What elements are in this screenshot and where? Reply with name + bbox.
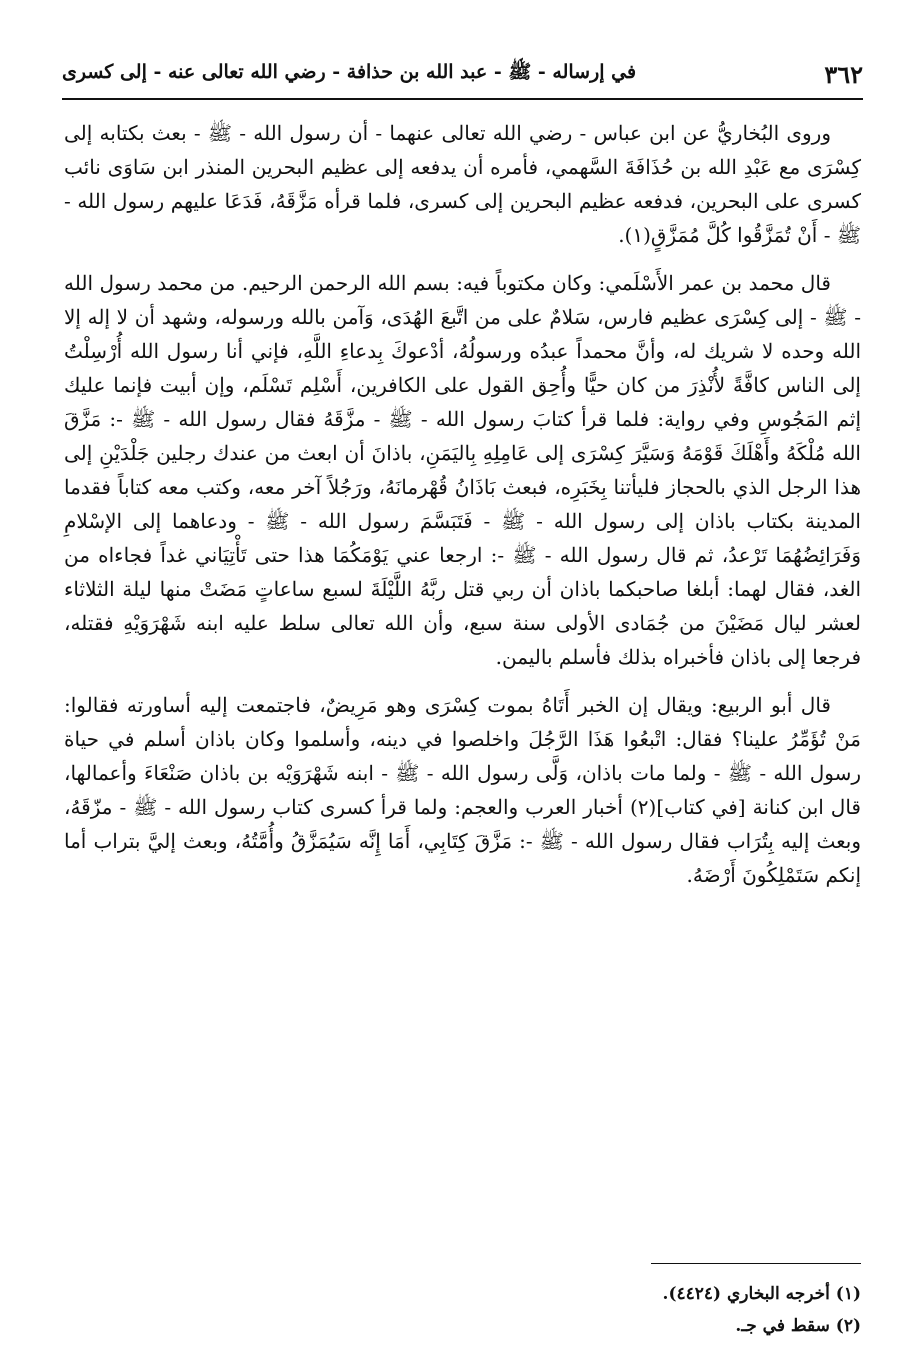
main-text [64, 116, 861, 906]
footnote-2: (٢) سقط في جـ. [735, 1316, 861, 1336]
footnotes [64, 1278, 861, 1342]
paragraph-letter-text: قال محمد بن عمر الأَسْلَمي: وكان مكتوباً فيه: بسم الله الرحمن الرحيم. من محمد رسول الله - ﷺ - إلى كِسْرَى عظيم فارس، سَلامٌ على من اتَّبعَ الهُدَى، وَآمن بالله ورسوله، وشهد أن لا إله إلا الله وحده لا شريك له، وأنَّ محمداً عبدُه ورسولُهُ، أدْعوكَ بِدعاءِ اللَّهِ، فإني أنا رسول الله أُرْسِلْتُ إلى الناس كافَّةً لأُنْذِرَ من كان حيًّا وأُحِق القول على الكافرين، أَسْلِم تَسْلَم، وإن أبيت فإنما عليك إثم المَجُوسِ وفي رواية: فلما قرأ كتابَ رسول الله - ﷺ - مزَّقَهُ فقال رسول الله - ﷺ -: مَزَّقَ الله مُلْكَهُ وأَهْلَكَ قَوْمَهُ وَسَيَّرَ كِسْرَى إلى عَامِلِهِ بِاليَمَنِ، باذانَ أن ابعث من عندك رجلين جَلْدَيْنِ إلى هذا الرجل الذي بالحجاز فليأتنا بِخَبَرِه، فبعث بَاذَانُ قُهْرمانَهُ، ورَجُلاً آخر معه، وكتب معه كتاباً فقدما المدينة بكتاب باذان إلى رسول الله - ﷺ - فَتَبَسَّمَ رسول الله - ﷺ - ودعاهما إلى الإسْلامِ وَفَرَائِضُهُمَا تَرْعدُ، ثم قال رسول الله - ﷺ -: ارجعا عني يَوْمَكُمَا هذا حتى تَأْتِيَاني غداً فجاءاه من الغد، فقال لهما: أبلغا صاحبكما باذان أن ربي قتل ربَّهُ اللَّيْلَةَ لسبع ساعاتٍ مَضَتْ منها ليلة الثلاثاء لعشر ليال مَضَيْنَ من جُمَادى الأولى سنة سبع، وأن الله تعالى سلط عليه ابنه شَهْرَوَيْهِ فقتله، فرجعا إلى باذان فأخبراه بذلك فأسلم باليمن. [64, 271, 861, 669]
running-title: في إرساله - ﷺ - عبد الله بن حذافة - رضي الله تعالى عنه - إلى كسرى [62, 61, 637, 83]
paragraph-bukhari-narration: وروى البُخاريُّ عن ابن عباس - رضي الله تعالى عنهما - أن رسول الله - ﷺ - بعث بكتابه إلى كِسْرَى مع عَبْدِ الله بن حُذَافَةَ السَّهمي، فأمره أن يدفعه إلى عظيم البحرين المنذر ابن سَاوَى نائب كسرى على البحرين، فدفعه عظيم البحرين إلى كسرى، فلما قرأه مَزَّقَهُ، فَدَعَا عليهم رسول الله - ﷺ - أَنْ تُمَزَّقُوا كُلَّ مُمَزَّقٍ(١). [64, 121, 861, 247]
paragraph-abu-al-rabi: قال أبو الربيع: ويقال إن الخبر أَتَاهُ بموت كِسْرَى وهو مَرِيضٌ، فاجتمعت إليه أساورته فقالوا: مَنْ تُؤَمِّرُ علينا؟ فقال: اتْبعُوا هَذَا الرَّجُلَ واخلصوا في دينه، وأسلموا وكان باذان أسلم في حياة رسول الله - ﷺ - ولما مات باذان، وَلَّى رسول الله - ﷺ - ابنه شَهْرَوَيْه بن باذان صَنْعَاءَ وأعمالها، قال ابن كنانة [في كتاب](٢) أخبار العرب والعجم: ولما قرأ كسرى كتاب رسول الله - ﷺ - مزّقَهُ، وبعث إليه بِتُرَاب فقال رسول الله - ﷺ -: مَزَّقَ كِتَابِي، أَمَا إِنَّه سَيُمَزَّقُ وأُمَّتُهُ، وبعث إليَّ بتراب أما إنكم سَتَمْلِكُونَ أَرْضَهُ. [64, 693, 861, 887]
footnote-1: (١) أخرجه البخاري (٤٤٢٤). [662, 1284, 861, 1304]
page-number: ٣٦٢ [824, 59, 863, 89]
footnote-divider [651, 1263, 861, 1264]
page-header [62, 50, 863, 100]
